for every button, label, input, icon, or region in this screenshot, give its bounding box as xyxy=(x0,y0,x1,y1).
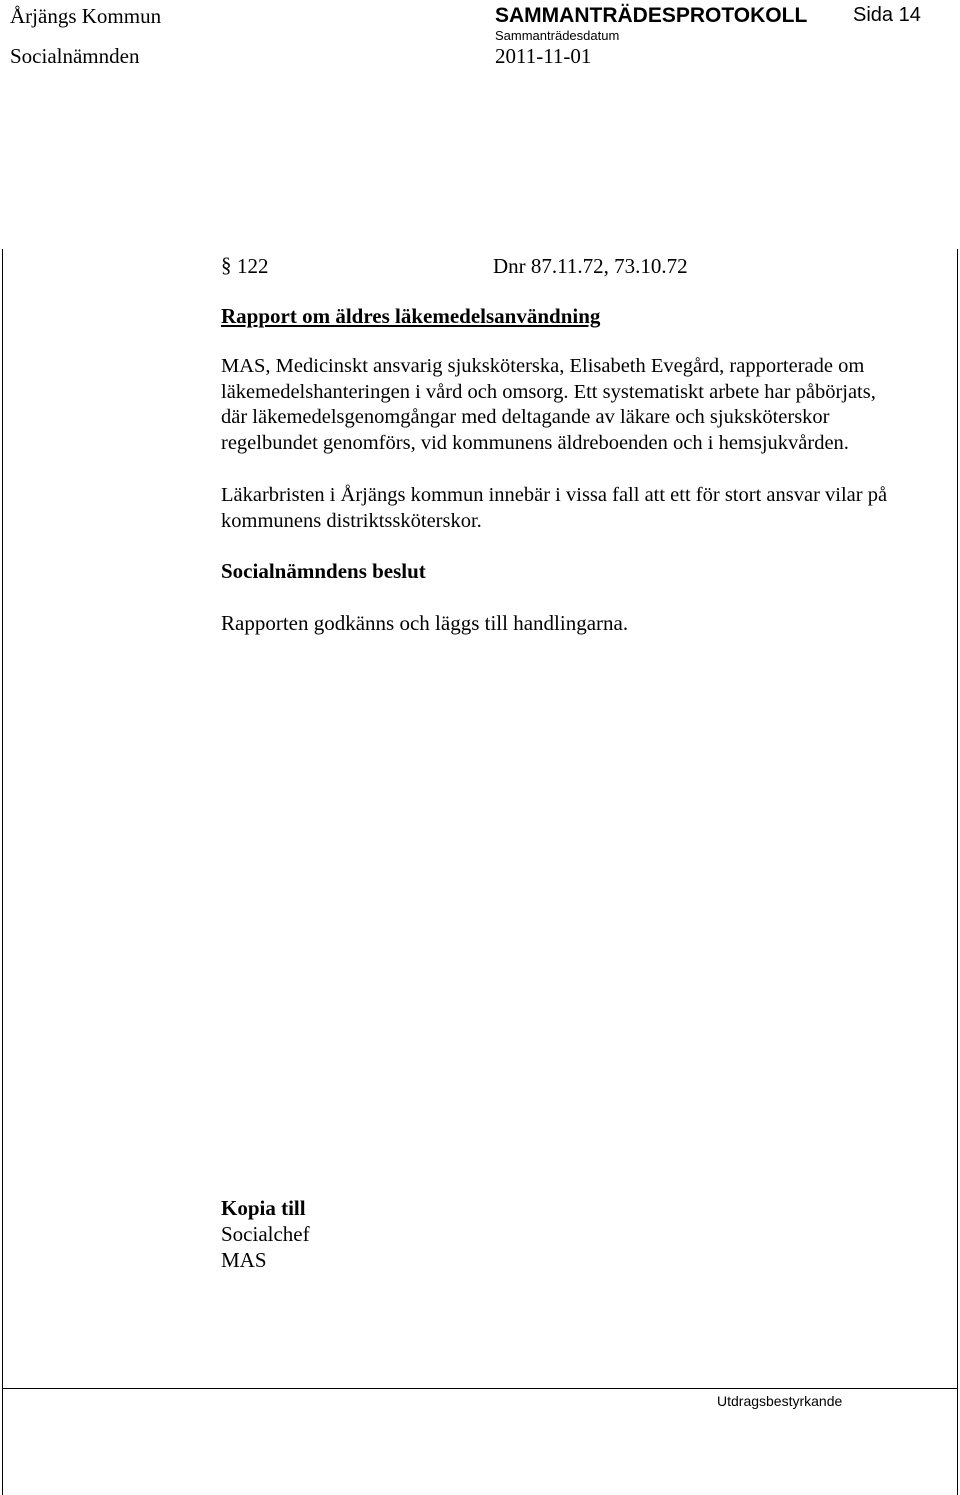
frame-left-border xyxy=(2,249,3,1495)
paragraph-number: 122 xyxy=(237,254,269,278)
text-line: Läkarbristen i Årjängs kommun innebär i vissa fall att ett för stort ansvar vilar på xyxy=(221,484,888,506)
decision-heading: Socialnämndens beslut xyxy=(221,559,426,583)
text-line: regelbundet genomförs, vid kommunens äldreboenden och i hemsjukvården. xyxy=(221,431,849,454)
section-symbol: § xyxy=(221,253,232,277)
text-line: kommunens distriktssköterskor. xyxy=(221,509,482,532)
document-title: SAMMANTRÄDESPROTOKOLL xyxy=(495,4,808,27)
copy-recipient: MAS xyxy=(221,1248,267,1272)
text-line: läkemedelshanteringen i vård och omsorg. Ett systematiskt arbete har påbörjats, xyxy=(221,380,876,403)
paragraph-subject: Rapport om äldres läkemedelsanvändning xyxy=(221,304,601,328)
meeting-date-label: Sammanträdesdatum xyxy=(495,28,620,43)
copy-recipient: Socialchef xyxy=(221,1222,310,1246)
frame-bottom-border xyxy=(2,1388,957,1389)
shortage-paragraph xyxy=(221,483,887,534)
page-number: Sida 14 xyxy=(853,4,921,26)
frame-right-border xyxy=(957,249,958,1495)
diary-number: Dnr 87.11.72, 73.10.72 xyxy=(493,254,688,278)
extract-certification-label: Utdragsbestyrkande xyxy=(717,1393,843,1409)
report-paragraph xyxy=(221,354,876,456)
copies-label: Kopia till xyxy=(221,1196,306,1220)
text-line: där läkemedelsgenomgångar med deltagande av läkare och sjuksköterskor xyxy=(221,406,830,428)
organization-name: Årjängs Kommun xyxy=(10,4,162,28)
decision-text: Rapporten godkänns och läggs till handlingarna. xyxy=(221,611,629,635)
meeting-date: 2011-11-01 xyxy=(495,44,592,68)
department-name: Socialnämnden xyxy=(10,44,140,68)
text-line: MAS, Medicinskt ansvarig sjuksköterska, Elisabeth Evegård, rapporterade om xyxy=(221,355,865,377)
